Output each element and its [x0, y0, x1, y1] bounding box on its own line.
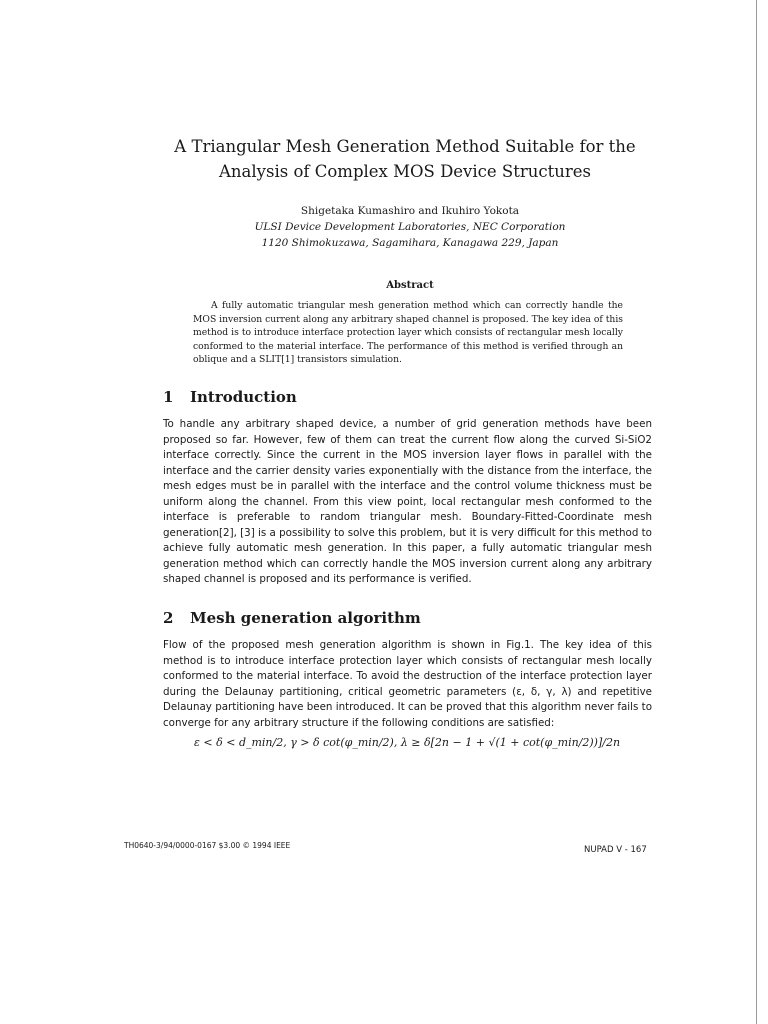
affiliation: ULSI Device Development Laboratories, NEC Corporation — [254, 221, 566, 233]
section-title: Introduction — [190, 388, 297, 406]
abstract-heading: Abstract — [386, 280, 434, 291]
scan-edge-line — [756, 0, 757, 1024]
footer-page-number: NUPAD V - 167 — [584, 845, 647, 855]
section-number: 1 — [163, 388, 174, 406]
title-line-1: A Triangular Mesh Generation Method Suitable for the — [174, 137, 636, 156]
section-heading-introduction — [163, 388, 297, 406]
convergence-conditions-equation: ε < δ < d_min/2, γ > δ cot(φ_min/2), λ ≥ δ[2n − 1 + √(1 + cot(φ_min/2))]/2n — [194, 736, 621, 749]
authors: Shigetaka Kumashiro and Ikuhiro Yokota — [300, 205, 520, 217]
section-title: Mesh generation algorithm — [190, 609, 421, 627]
section-text-introduction: To handle any arbitrary shaped device, a number of grid generation methods have been proposed so far. However, few of them can treat the current flow along the curved Si-SiO2 interface correctly. Since the current in the MOS inversion layer flows in parallel with the interface and the carrier density varies exponentially with the distance from the interface, the mesh edges must be in parallel with the interface and the control volume thickness must be uniform along the channel. From this view point, local rectangular mesh conformed to the interface is preferable to random triangular mesh. Boundary-Fitted-Coordinate mesh generation[2], [3] is a possibility to solve this problem, but it is very difficult for this method to achieve fully automatic mesh generation. In this paper, a fully automatic triangular mesh generation method which can correctly handle the MOS inversion current along any arbitrary shaped channel is proposed and its performance is verified. — [163, 418, 652, 585]
address: 1120 Shimokuzawa, Sagamihara, Kanagawa 229, Japan — [261, 237, 559, 249]
paper-title — [120, 134, 690, 184]
footer-copyright: TH0640-3/94/0000-0167 $3.00 © 1994 IEEE — [124, 841, 291, 850]
section-text-mesh-generation: Flow of the proposed mesh generation algorithm is shown in Fig.1. The key idea of this method is to introduce interface protection layer which consists of rectangular mesh locally conformed to the material interface. To avoid the destruction of the interface protection layer during the Delaunay partitioning, critical geometric parameters (ε, δ, γ, λ) and repetitive Delaunay partitioning have been introduced. It can be proved that this algorithm never fails to converge for any arbitrary structure if the following conditions are satisfied: — [163, 639, 652, 729]
abstract-text: A fully automatic triangular mesh generation method which can correctly handle the MOS inversion current along any arbitrary shaped channel is proposed. The key idea of this method is to introduce interface protection layer which consists of rectangular mesh locally conformed to the material interface. The performance of this method is verified through an oblique and a SLIT[1] transistors simulation. — [193, 300, 623, 366]
section-heading-mesh-generation — [163, 609, 421, 627]
title-line-2: Analysis of Complex MOS Device Structures — [219, 162, 591, 181]
section-number: 2 — [163, 609, 174, 627]
author-block — [160, 203, 660, 251]
